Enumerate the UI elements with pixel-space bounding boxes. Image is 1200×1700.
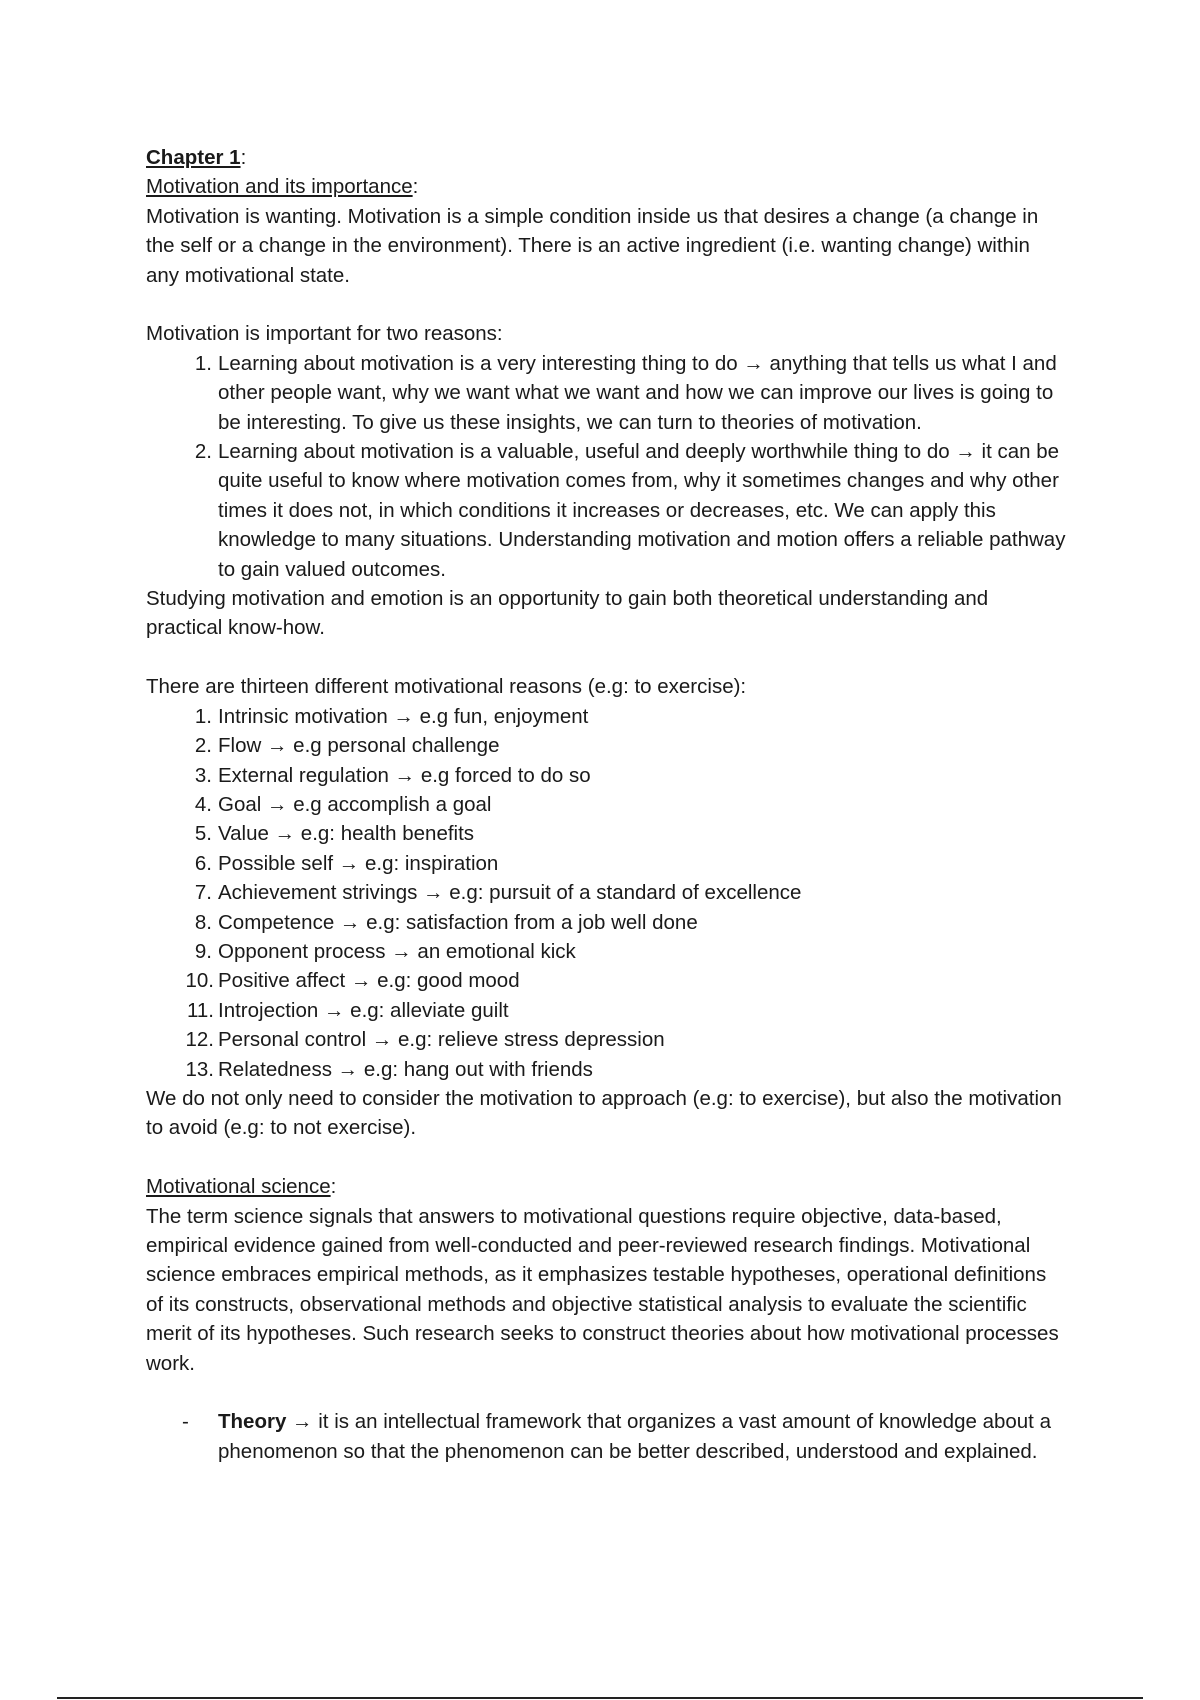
list-item (146, 731, 1066, 760)
list-item (146, 761, 1066, 790)
reasons-intro: Motivation is important for two reasons: (146, 322, 503, 346)
thirteen-intro: There are thirteen different motivational reasons (e.g: to exercise): (146, 675, 747, 699)
list-item (146, 849, 1066, 878)
list-item (146, 1025, 1066, 1054)
spacer (146, 1378, 1066, 1407)
list-text: Learning about motivation is a very interesting thing to do → anything that tells us what I and other people want, why we want what we want and how we can improve our lives is going to be interesting. To give us these insights, we can turn to theories of motivation. (218, 351, 1057, 434)
thirteen-reasons-list (146, 702, 1066, 1084)
list-number: 2. (194, 440, 212, 464)
list-number: 5. (194, 822, 212, 846)
spacer (146, 1143, 1066, 1172)
list-number: 1. (194, 351, 212, 375)
list-text: Opponent process → an emotional kick (218, 939, 576, 963)
list-text: Achievement strivings → e.g: pursuit of a standard of excellence (218, 881, 802, 905)
list-number: 6. (194, 851, 212, 875)
list-number: 1. (194, 704, 212, 728)
list-item (146, 437, 1066, 584)
spacer (146, 643, 1066, 672)
summary-paragraph: Studying motivation and emotion is an opportunity to gain both theoretical understanding and practical know-how. (146, 587, 989, 640)
chapter-colon: : (240, 146, 247, 169)
list-number: 12. (185, 1028, 214, 1052)
list-number: 13. (185, 1057, 214, 1081)
list-text: Goal → e.g accomplish a goal (218, 792, 492, 816)
science-paragraph: The term science signals that answers to motivational questions require objective, data-based, empirical evidence gained from well-conducted and peer-reviewed research findings. Motivational science embraces empirical methods, as it emphasizes testable hypotheses, operational definitions of its constructs, observational methods and objective statistical analysis to evaluate the scientific merit of its hypotheses. Such research seeks to construct theories about how motivational processes work. (146, 1204, 1059, 1375)
list-item (146, 819, 1066, 848)
section-heading-science-colon: : (330, 1175, 337, 1199)
spacer (146, 290, 1066, 319)
section-heading-science (146, 1172, 1066, 1201)
list-text: Positive affect → e.g: good mood (218, 969, 520, 993)
list-text: Personal control → e.g: relieve stress depression (218, 1028, 665, 1052)
list-item (146, 996, 1066, 1025)
list-item (146, 790, 1066, 819)
approach-avoid-paragraph: We do not only need to consider the motivation to approach (e.g: to exercise), but also the motivation to avoid (e.g: to not exercise). (146, 1086, 1062, 1140)
list-text: External regulation → e.g forced to do so (218, 763, 591, 787)
list-number: 4. (194, 792, 212, 816)
definition-text: → it is an intellectual framework that organizes a vast amount of knowledge about a phenomenon so that the phenomenon can be better described, understood and explained. (218, 1410, 1051, 1463)
definitions-list (146, 1407, 1066, 1466)
list-text: Relatedness → e.g: hang out with friends (218, 1057, 593, 1081)
list-item (146, 966, 1066, 995)
list-number: 8. (194, 910, 212, 934)
list-text: Possible self → e.g: inspiration (218, 851, 499, 875)
list-item (146, 878, 1066, 907)
definition-term: Theory (218, 1410, 287, 1434)
list-number: 3. (194, 763, 212, 787)
section-heading-importance-text: Motivation and its importance (146, 175, 413, 199)
list-text: Value → e.g: health benefits (218, 822, 475, 846)
list-item (146, 702, 1066, 731)
section-heading-science-text: Motivational science (146, 1175, 331, 1199)
document-page (146, 143, 1066, 1466)
list-number: 7. (194, 881, 212, 905)
list-text: Competence → e.g: satisfaction from a job well done (218, 910, 698, 934)
section-heading-importance-colon: : (412, 175, 419, 199)
list-item (146, 1055, 1066, 1084)
list-number: 11. (187, 998, 214, 1022)
page-bottom-rule (57, 1697, 1143, 1699)
motivation-definition: Motivation is wanting. Motivation is a simple condition inside us that desires a change (a change in the self or a change in the environment). There is an active ingredient (i.e. wanting change) within any motivational state. (146, 204, 1039, 287)
list-text: Learning about motivation is a valuable, useful and deeply worthwhile thing to do → it can be quite useful to know where motivation comes from, why it sometimes changes and why other times it does not, in which conditions it increases or decreases, etc. We can apply this knowledge to many situations. Understanding motivation and motion offers a reliable pathway to gain valued outcomes. (218, 440, 1066, 581)
list-number: 10. (185, 969, 214, 993)
chapter-heading (146, 143, 1066, 172)
reasons-list (146, 349, 1066, 584)
list-number: 9. (194, 939, 212, 963)
list-item (146, 1407, 1066, 1466)
list-item (146, 349, 1066, 437)
bullet-dash: - (182, 1410, 189, 1434)
list-text: Intrinsic motivation → e.g fun, enjoyment (218, 704, 589, 728)
chapter-title: Chapter 1 (146, 146, 241, 169)
list-number: 2. (194, 734, 212, 758)
list-item (146, 908, 1066, 937)
list-item (146, 937, 1066, 966)
list-text: Introjection → e.g: alleviate guilt (218, 998, 509, 1022)
section-heading-importance (146, 172, 1066, 201)
list-text: Flow → e.g personal challenge (218, 734, 500, 758)
